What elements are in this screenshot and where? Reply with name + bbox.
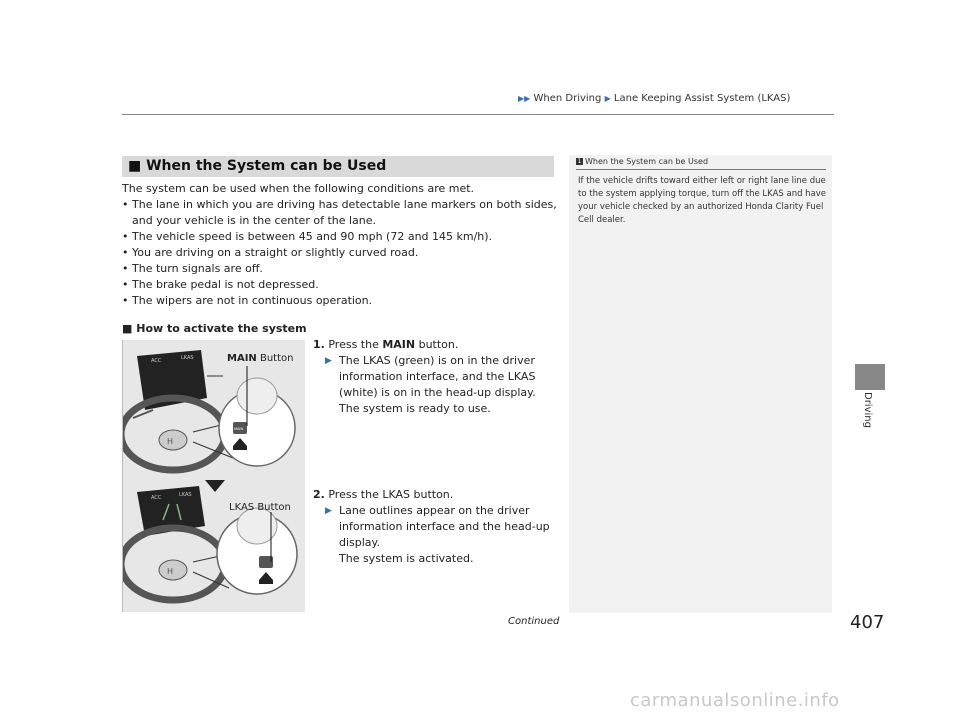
steering-wheel-illustration xyxy=(122,340,305,612)
step-1-result: ▶ The LKAS (green) is on in the driver information interface, and the LKAS (white) is on in the head-up display. The system is ready to use. xyxy=(325,354,536,415)
svg-text:LKAS: LKAS xyxy=(179,492,192,498)
breadcrumb-arrow-icon: ▶▶ xyxy=(518,94,531,103)
section-title: ■ When the System can be Used xyxy=(128,158,387,174)
subsection-title: ■ How to activate the system xyxy=(122,322,307,335)
list-item: • The wipers are not in continuous operation. xyxy=(122,293,562,309)
list-item: • You are driving on a straight or slightly curved road. xyxy=(122,245,562,261)
chapter-tab-marker[interactable] xyxy=(855,364,885,390)
conditions-list xyxy=(122,197,562,309)
step-2-result: ▶ Lane outlines appear on the driver information interface and the head-up display. The system is activated. xyxy=(325,504,550,565)
next-step-arrow-icon xyxy=(205,480,225,492)
step-1 xyxy=(313,337,563,417)
reference-number-icon: 1 xyxy=(577,158,582,165)
breadcrumb-item-when-driving[interactable]: When Driving xyxy=(533,93,602,104)
list-item: • The vehicle speed is between 45 and 90 mph (72 and 145 km/h). xyxy=(122,229,562,245)
list-item: • The brake pedal is not depressed. xyxy=(122,277,562,293)
display-label-acc: ACC xyxy=(151,358,162,364)
display-label-lkas: LKAS xyxy=(181,355,194,361)
result-arrow-icon: ▶ xyxy=(325,506,332,516)
lkas-button-label: LKAS Button xyxy=(229,502,291,513)
square-bullet-icon: ■ xyxy=(128,158,142,174)
svg-text:ACC: ACC xyxy=(151,495,162,501)
result-arrow-icon: ▶ xyxy=(325,356,332,366)
page-number: 407 xyxy=(850,612,885,633)
step-1-instruction: 1. Press the MAIN button. xyxy=(313,338,459,351)
svg-text:MAIN: MAIN xyxy=(234,427,244,431)
main-button-label: MAIN Button xyxy=(227,353,294,364)
header-divider xyxy=(122,114,834,115)
illustration-graphic xyxy=(123,340,305,612)
step-2 xyxy=(313,487,563,567)
breadcrumb xyxy=(518,93,790,104)
list-item: • The lane in which you are driving has detectable lane markers on both sides, and your vehicle is in the center of the lane. xyxy=(122,197,562,229)
svg-text:H: H xyxy=(167,567,174,576)
section-intro: The system can be used when the following conditions are met. xyxy=(122,182,475,195)
breadcrumb-arrow-icon: ▶ xyxy=(604,94,611,103)
svg-text:H: H xyxy=(167,437,174,446)
sidebar-note-body: If the vehicle drifts toward either left or right lane line due to the system applying torque, turn off the LKAS and have your vehicle checked by an authorized Honda Clarity Fuel Cell dealer. xyxy=(578,176,827,225)
breadcrumb-item-lkas: Lane Keeping Assist System (LKAS) xyxy=(613,93,791,104)
square-bullet-icon: ■ xyxy=(122,322,133,335)
step-2-instruction: 2. Press the LKAS button. xyxy=(313,488,454,501)
list-item: • The turn signals are off. xyxy=(122,261,562,277)
sidebar-note-title[interactable]: 1 When the System can be Used xyxy=(577,157,709,166)
continued-label: Continued xyxy=(508,616,560,627)
watermark-text: carmanualsonline.info xyxy=(630,690,840,711)
sidebar-note-divider xyxy=(576,169,826,170)
chapter-tab-label: Driving xyxy=(862,392,873,428)
